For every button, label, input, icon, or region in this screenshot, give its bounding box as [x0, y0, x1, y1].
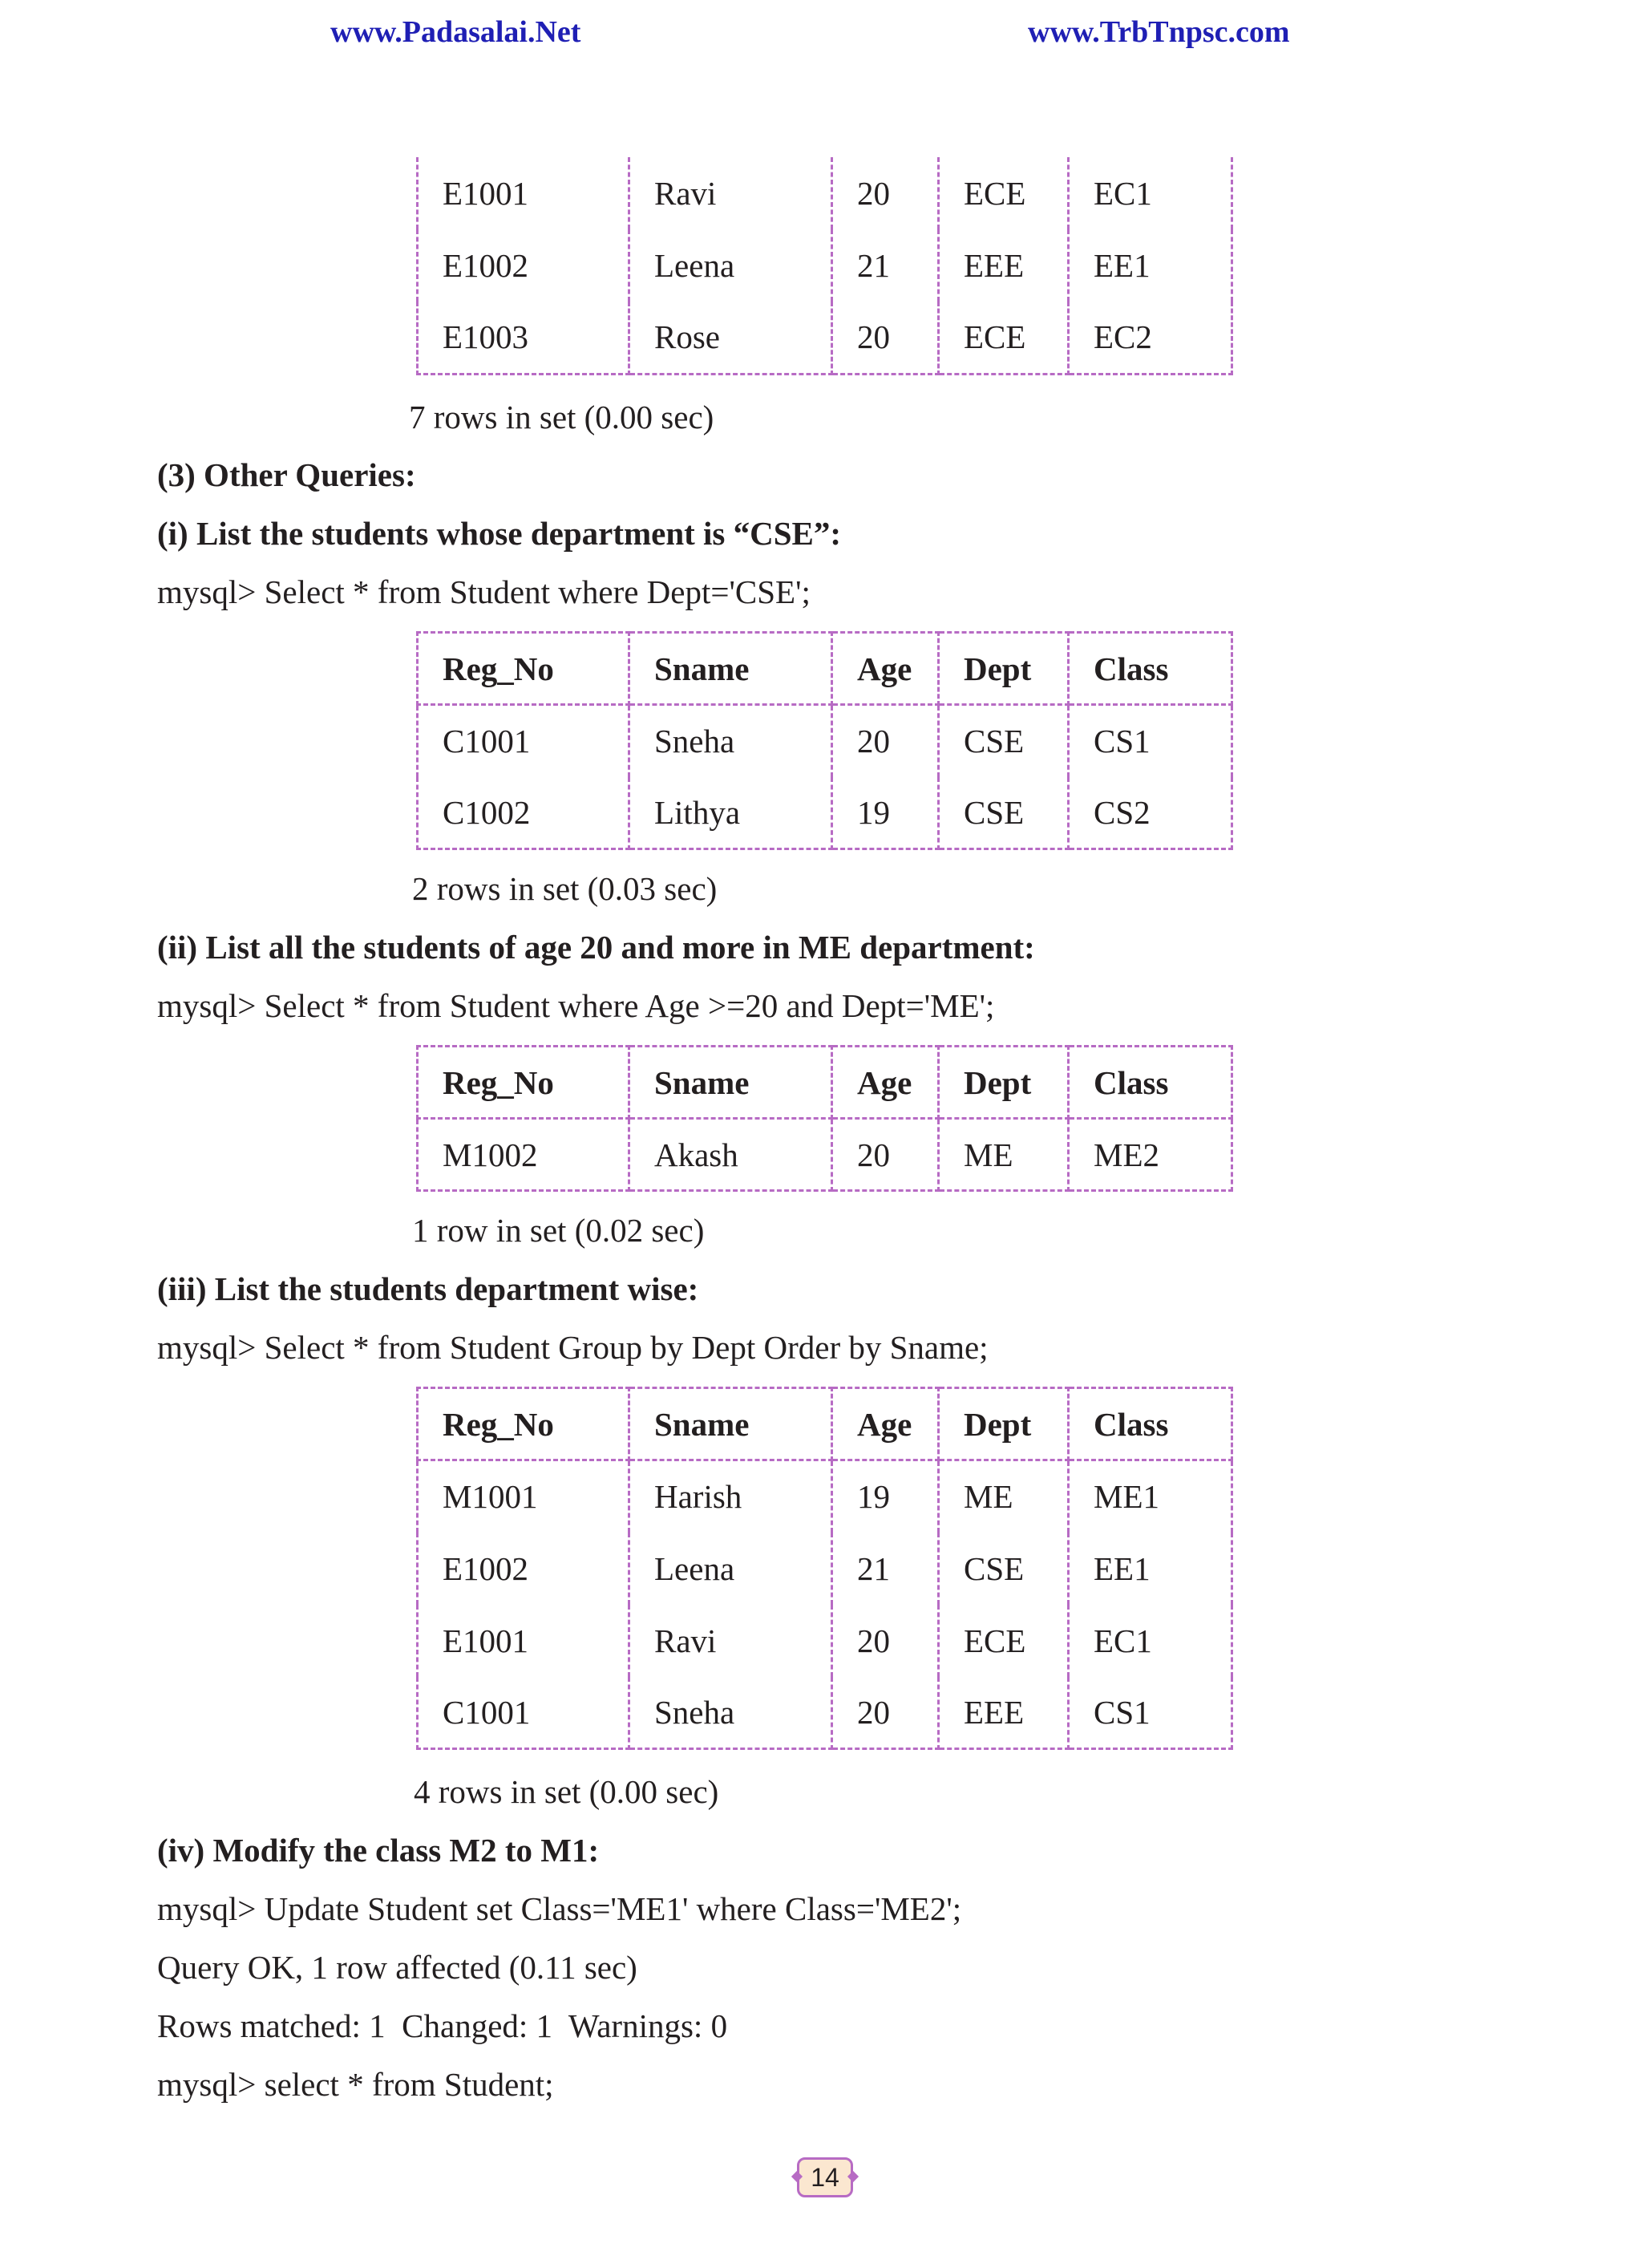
- q3-caption: 4 rows in set (0.00 sec): [414, 1773, 719, 1810]
- q4-title: (iv) Modify the class M2 to M1:: [157, 1832, 600, 1869]
- cell: CSE: [939, 777, 1069, 849]
- cell: CSE: [939, 1533, 1069, 1605]
- q1-command: mysql> Select * from Student where Dept='CSE';: [157, 573, 811, 610]
- q4-command: mysql> Update Student set Class='ME1' where Class='ME2';: [157, 1890, 962, 1927]
- q4-result-2: Rows matched: 1 Changed: 1 Warnings: 0: [157, 2007, 728, 2044]
- cell: ECE: [939, 1605, 1069, 1677]
- table-row: [418, 1605, 1232, 1677]
- column-header: Reg_No: [418, 1047, 629, 1119]
- q2-caption: 1 row in set (0.02 sec): [412, 1212, 705, 1249]
- column-header: Class: [1069, 1047, 1232, 1119]
- cell: CS1: [1069, 1677, 1232, 1749]
- q4-result-1: Query OK, 1 row affected (0.11 sec): [157, 1949, 637, 1986]
- cell: M1002: [418, 1119, 629, 1191]
- result-table-continued: [416, 157, 1233, 375]
- cell: E1003: [418, 302, 629, 374]
- cell: E1001: [418, 1605, 629, 1677]
- cell: EC2: [1069, 302, 1232, 374]
- table-header-row: [418, 1047, 1232, 1119]
- cell: EEE: [939, 229, 1069, 302]
- cell: Ravi: [629, 1605, 832, 1677]
- q2-title: (ii) List all the students of age 20 and more in ME department:: [157, 929, 1035, 966]
- table-header-row: [418, 1388, 1232, 1460]
- column-header: Reg_No: [418, 633, 629, 705]
- table-row: [418, 1460, 1232, 1533]
- column-header: Class: [1069, 1388, 1232, 1460]
- column-header: Dept: [939, 1047, 1069, 1119]
- q3-title: (iii) List the students department wise:: [157, 1270, 699, 1307]
- cell: ME: [939, 1119, 1069, 1191]
- header-right-site[interactable]: www.TrbTnpsc.com: [1028, 15, 1290, 49]
- cell: ECE: [939, 302, 1069, 374]
- q3-command: mysql> Select * from Student Group by Dept Order by Sname;: [157, 1329, 989, 1366]
- table-row: [418, 229, 1232, 302]
- cell: CSE: [939, 705, 1069, 777]
- cell: EC1: [1069, 1605, 1232, 1677]
- column-header: Sname: [629, 1388, 832, 1460]
- column-header: Sname: [629, 1047, 832, 1119]
- cell: 20: [832, 1605, 939, 1677]
- cell: Sneha: [629, 705, 832, 777]
- cell: 20: [832, 705, 939, 777]
- cell: C1001: [418, 1677, 629, 1749]
- table-row: [418, 1677, 1232, 1749]
- cell: ECE: [939, 157, 1069, 229]
- cell: 19: [832, 777, 939, 849]
- table0-caption: 7 rows in set (0.00 sec): [409, 399, 714, 435]
- cell: Leena: [629, 1533, 832, 1605]
- cell: 21: [832, 1533, 939, 1605]
- column-header: Class: [1069, 633, 1232, 705]
- column-header: Age: [832, 1047, 939, 1119]
- q3-result-table: [416, 1387, 1233, 1750]
- cell: ME2: [1069, 1119, 1232, 1191]
- column-header: Age: [832, 633, 939, 705]
- q2-command: mysql> Select * from Student where Age >=20 and Dept='ME';: [157, 987, 995, 1024]
- cell: E1002: [418, 229, 629, 302]
- q2-result-table: [416, 1045, 1233, 1192]
- column-header: Dept: [939, 1388, 1069, 1460]
- cell: ME1: [1069, 1460, 1232, 1533]
- table-header-row: [418, 633, 1232, 705]
- table-row: [418, 777, 1232, 849]
- q1-title: (i) List the students whose department is “CSE”:: [157, 515, 842, 552]
- table-row: [418, 1119, 1232, 1191]
- header-left-site[interactable]: www.Padasalai.Net: [330, 15, 581, 49]
- cell: Akash: [629, 1119, 832, 1191]
- column-header: Age: [832, 1388, 939, 1460]
- cell: EEE: [939, 1677, 1069, 1749]
- cell: EE1: [1069, 1533, 1232, 1605]
- q1-caption: 2 rows in set (0.03 sec): [412, 870, 718, 907]
- cell: ME: [939, 1460, 1069, 1533]
- cell: CS1: [1069, 705, 1232, 777]
- column-header: Reg_No: [418, 1388, 629, 1460]
- table-row: [418, 705, 1232, 777]
- section-title: (3) Other Queries:: [157, 456, 416, 493]
- table-row: [418, 1533, 1232, 1605]
- cell: Ravi: [629, 157, 832, 229]
- cell: CS2: [1069, 777, 1232, 849]
- cell: C1001: [418, 705, 629, 777]
- q1-result-table: [416, 631, 1233, 850]
- q4-command-2: mysql> select * from Student;: [157, 2066, 554, 2103]
- cell: EE1: [1069, 229, 1232, 302]
- cell: 21: [832, 229, 939, 302]
- cell: Leena: [629, 229, 832, 302]
- cell: Harish: [629, 1460, 832, 1533]
- cell: Lithya: [629, 777, 832, 849]
- cell: 20: [832, 1677, 939, 1749]
- column-header: Dept: [939, 633, 1069, 705]
- page-number: 14: [797, 2157, 853, 2197]
- cell: M1001: [418, 1460, 629, 1533]
- cell: EC1: [1069, 157, 1232, 229]
- table-row: [418, 302, 1232, 374]
- cell: 20: [832, 302, 939, 374]
- cell: 20: [832, 157, 939, 229]
- cell: Rose: [629, 302, 832, 374]
- cell: E1002: [418, 1533, 629, 1605]
- cell: 20: [832, 1119, 939, 1191]
- cell: 19: [832, 1460, 939, 1533]
- cell: C1002: [418, 777, 629, 849]
- table-row: [418, 157, 1232, 229]
- cell: Sneha: [629, 1677, 832, 1749]
- column-header: Sname: [629, 633, 832, 705]
- cell: E1001: [418, 157, 629, 229]
